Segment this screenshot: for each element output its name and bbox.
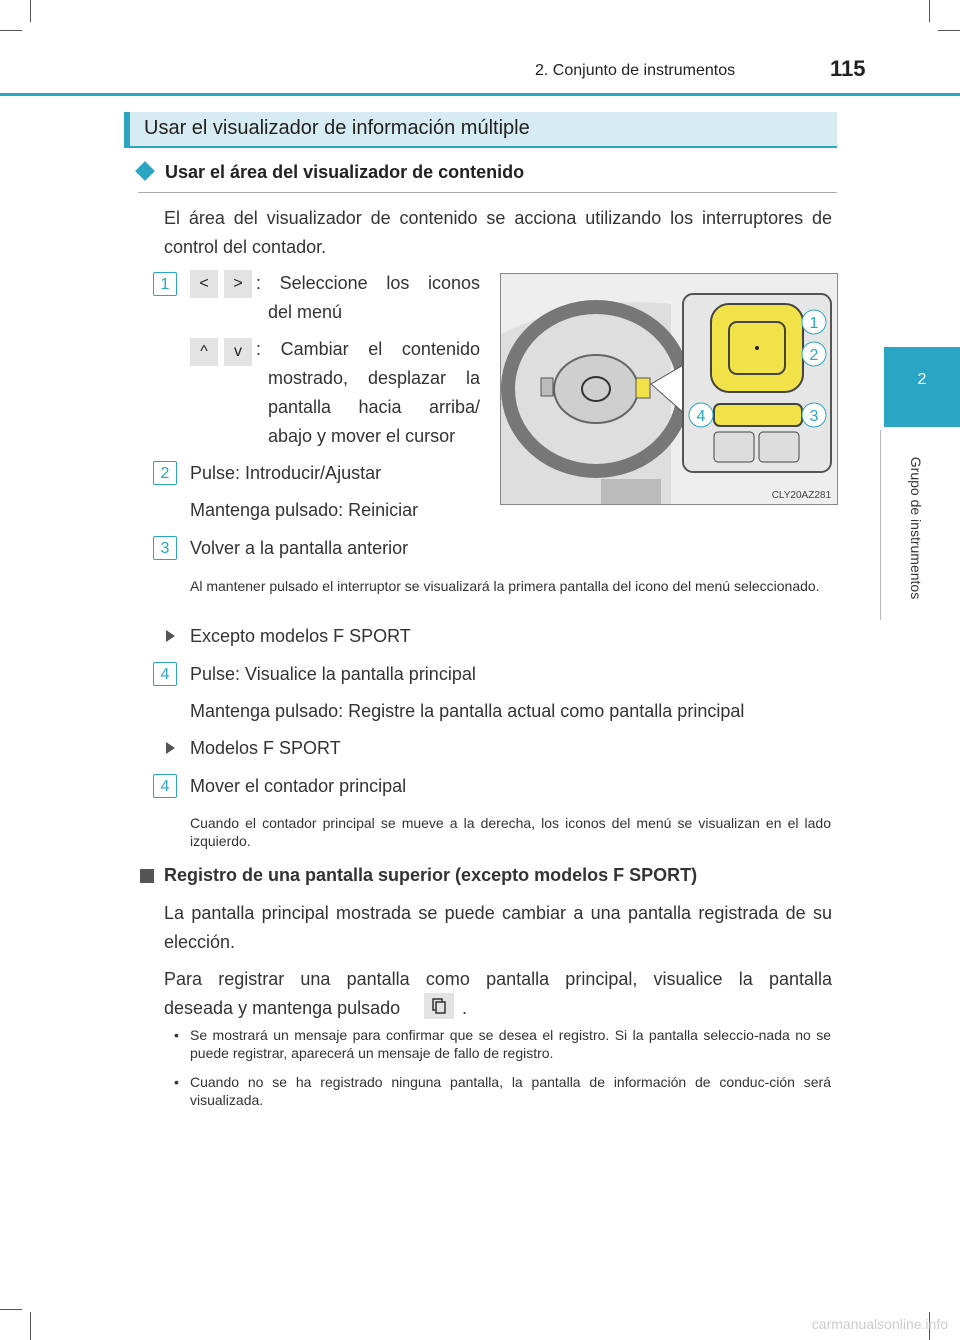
figure-callout-3: 3 (809, 408, 819, 425)
crop-mark (0, 1309, 22, 1310)
callout-1-badge: 1 (153, 272, 177, 296)
square-bullet-icon (140, 869, 154, 883)
intro-paragraph: El área del visualizador de contenido se acciona utilizando los interruptores de control del contador. (164, 208, 832, 257)
section-title-bar (124, 112, 837, 148)
page-number: 115 (830, 56, 866, 81)
branch-b-label: Modelos F SPORT (190, 738, 341, 758)
subheading (138, 160, 837, 193)
bullet-item-2: Cuando no se ha registrado ninguna pantalla, la pantalla de información de conduc-ción será visualizada. (190, 1074, 831, 1108)
triangle-bullet-icon (166, 742, 175, 754)
crop-mark (0, 30, 22, 31)
bullet-dot: • (174, 1027, 179, 1043)
figure-code: CLY20AZ281 (771, 490, 831, 501)
callout-3-badge: 3 (153, 536, 177, 560)
chapter-tab (884, 347, 960, 427)
figure-callout-2: 2 (809, 347, 819, 364)
steering-wheel-illustration (501, 274, 838, 505)
item1-b-text-2: mostrado, desplazar la (268, 368, 480, 388)
item4a-line2: Mantenga pulsado: Registre la pantalla actual como pantalla principal (190, 701, 745, 721)
figure-callout-4: 4 (696, 408, 706, 425)
section-title: Usar el visualizador de información múltiple (144, 117, 530, 139)
figure-callout-1: 1 (809, 315, 819, 332)
callout-4-badge: 4 (153, 662, 177, 686)
item1-b-text-3: pantalla hacia arriba/ (268, 397, 480, 417)
left-arrow-key: < (190, 270, 218, 298)
diamond-icon (135, 161, 155, 181)
item1-a-text-1: : Seleccione los iconos (256, 273, 480, 293)
registration-paragraph-2a: Para registrar una pantalla como pantalla principal, visualice la pantalla (164, 969, 832, 989)
item2-line2: Mantenga pulsado: Reiniciar (190, 500, 419, 520)
bullet-dot: • (174, 1074, 179, 1090)
crop-mark (30, 0, 31, 22)
chapter-label-text: Grupo de instrumentos (908, 456, 924, 600)
home-screen-key-icon (424, 993, 454, 1019)
registration-paragraph-1: La pantalla principal mostrada se puede cambiar a una pantalla registrada de su elección. (164, 903, 832, 952)
up-arrow-key: ^ (190, 338, 218, 366)
steering-wheel-figure (500, 273, 838, 505)
item3-line1: Volver a la pantalla anterior (190, 538, 409, 558)
side-divider (880, 430, 881, 620)
item4a-line1: Pulse: Visualice la pantalla principal (190, 664, 476, 684)
item1-b-text-4: abajo y mover el cursor (268, 426, 456, 446)
bullet-item-1: Se mostrará un mensaje para confirmar que se desea el registro. Si la pantalla seleccio-nada no se puede registrar, aparecerá un mensaje de fallo de registro. (190, 1027, 831, 1061)
item4b-note: Cuando el contador principal se mueve a la derecha, los iconos del menú se visualizan en el lado izquierdo. (190, 815, 831, 849)
chapter-label (906, 440, 926, 620)
footer-watermark: carmanualsonline.info (811, 1316, 948, 1332)
crop-mark (929, 0, 930, 22)
subheading-text: Usar el área del visualizador de contenido (165, 162, 525, 182)
crop-mark (30, 1312, 31, 1340)
item2-line1: Pulse: Introducir/Ajustar (190, 463, 382, 483)
registration-paragraph-2b: deseada y mantenga pulsado (164, 998, 401, 1018)
running-header: 2. Conjunto de instrumentos (535, 62, 736, 79)
item1-a-text-2: del menú (268, 302, 343, 322)
item4b-line1: Mover el contador principal (190, 776, 407, 796)
callout-2-badge: 2 (153, 461, 177, 485)
branch-a-label: Excepto modelos F SPORT (190, 626, 411, 646)
crop-mark (938, 30, 960, 31)
registration-heading: Registro de una pantalla superior (excepto modelos F SPORT) (164, 865, 698, 885)
header-rule (0, 93, 960, 96)
right-arrow-key: > (224, 270, 252, 298)
registration-paragraph-2c: . (462, 998, 468, 1018)
chapter-tab-number: 2 (917, 371, 927, 388)
triangle-bullet-icon (166, 630, 175, 642)
item3-note: Al mantener pulsado el interruptor se visualizará la primera pantalla del icono del menú seleccionado. (190, 578, 820, 594)
callout-4-badge: 4 (153, 774, 177, 798)
item1-b-text-1: : Cambiar el contenido (256, 339, 480, 359)
down-arrow-key: v (224, 338, 252, 366)
